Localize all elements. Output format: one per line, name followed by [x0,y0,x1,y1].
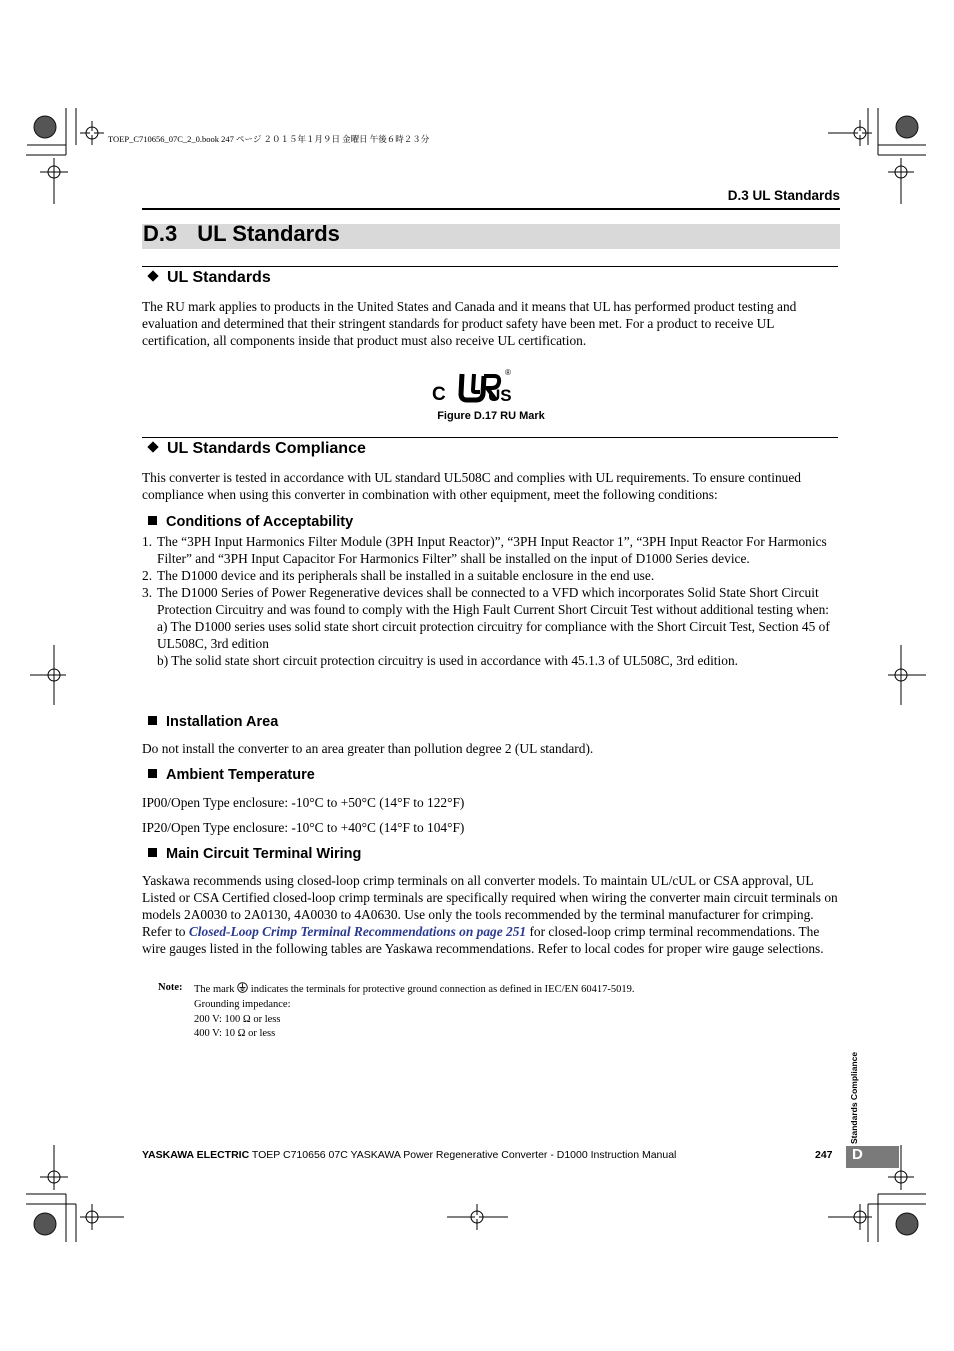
ambient-line: IP20/Open Type enclosure: -10°C to +40°C (14°F to 104°F) [142,820,465,835]
installation-text: Do not install the converter to an area greater than pollution degree 2 (UL standard). [142,741,594,756]
list-item: 3. The D1000 Series of Power Regenerative devices shall be connected to a VFD which incorporates Solid State Short Circuit Protection Circuitry and was found to comply with the High Fault Current Short Circuit Test without additional testing when: [142,585,829,617]
logo-us: US [488,386,512,405]
logo-registered: ® [505,368,511,377]
page-number: 247 [815,1149,833,1161]
square-bullet-icon [148,516,157,525]
header-rule [142,208,840,210]
conditions-heading: Conditions of Acceptability [148,514,353,530]
subsection-rule [142,266,838,267]
conditions-list [142,533,842,669]
print-job-stamp: TOEP_C710656_07C_2_0.book 247 ページ ２０１５年１月９日 金曜日 午後６時２３分 [108,134,430,144]
running-header: D.3 UL Standards [727,188,840,203]
section-title [143,221,340,247]
figure-caption: Figure D.17 RU Mark [437,410,545,422]
ambient-heading: Ambient Temperature [148,767,315,783]
compliance-paragraph: This converter is tested in accordance with UL standard UL508C and complies with UL requirements. To ensure continued compliance when using this converter in combination with other equipment, meet the following conditions: [142,470,801,502]
wiring-paragraph: Yaskawa recommends using closed-loop crimp terminals on all converter models. To maintain UL/cUL or CSA approval, UL Listed or CSA Certified closed-loop crimp terminals are specifically required when wiring the converter main circuit terminals on models 2A0030 to 2A0130, 4A0030 to 4A0630. Use only the tools recommended by the terminal manufacturer for crimping. Refer to Closed-Loop Crimp Terminal Recommendations on page 251 for closed-loop crimp terminal recommendations. The wire gauges listed in the following tables are Yaskawa recommendations. Refer to local codes for proper wire gauge selections. [142,873,838,956]
list-subitem: a) The D1000 series uses solid state short circuit protection circuitry for compliance with the Short Circuit Test, Section 45 of UL508C, 3rd edition [157,619,830,651]
logo-c: C [432,384,446,405]
square-bullet-icon [148,848,157,857]
square-bullet-icon [148,769,157,778]
square-bullet-icon [148,716,157,725]
ru-mark-logo [432,368,522,406]
crimp-terminal-link[interactable]: Closed-Loop Crimp Terminal Recommendations on page 251 [188,924,527,939]
list-item: 1. The “3PH Input Harmonics Filter Module (3PH Input Reactor)”, “3PH Input Reactor 1”, “3PH Input Reactor For Harmonics Filter” and “3PH Input Capacitor For Harmonics Filter” shall be installed on the input of D1000 Series device. [142,534,827,566]
subsection-rule [142,437,838,438]
wiring-heading: Main Circuit Terminal Wiring [148,846,361,862]
compliance-heading: UL Standards Compliance [146,440,366,458]
section-number: D.3 [143,221,178,246]
list-subitem: b) The solid state short circuit protection circuitry is used in accordance with 45.1.3 of UL508C, 3rd edition. [157,653,738,668]
chapter-tab-letter: D [852,1146,863,1163]
ul-standards-paragraph: The RU mark applies to products in the United States and Canada and it means that UL has performed product testing and evaluation and determined that their stringent standards for product safety have been met. For a product to receive UL certification, all components inside that product must also receive UL certification. [142,299,797,348]
footer-manual: YASKAWA ELECTRIC TOEP C710656 07C YASKAWA Power Regenerative Converter - D1000 Instruction Manual [142,1149,677,1161]
ambient-line: IP00/Open Type enclosure: -10°C to +50°C (14°F to 122°F) [142,795,465,810]
ul-standards-heading: UL Standards [146,269,271,287]
protective-ground-icon [237,982,248,993]
note-label: Note: [158,982,183,993]
diamond-bullet-icon [147,270,158,281]
diamond-bullet-icon [147,441,158,452]
note-body: The mark indicates the terminals for protective ground connection as defined in IEC/EN 60417-5019. Grounding impedance: 200 V: 100 Ω or less 400 V: 10 Ω or less [194,984,635,1040]
list-item: 2. The D1000 device and its peripherals shall be installed in a suitable enclosure in the end use. [142,568,655,583]
installation-heading: Installation Area [148,714,278,730]
section-name: UL Standards [197,221,340,246]
side-tab-label: Standards Compliance [849,1051,859,1144]
